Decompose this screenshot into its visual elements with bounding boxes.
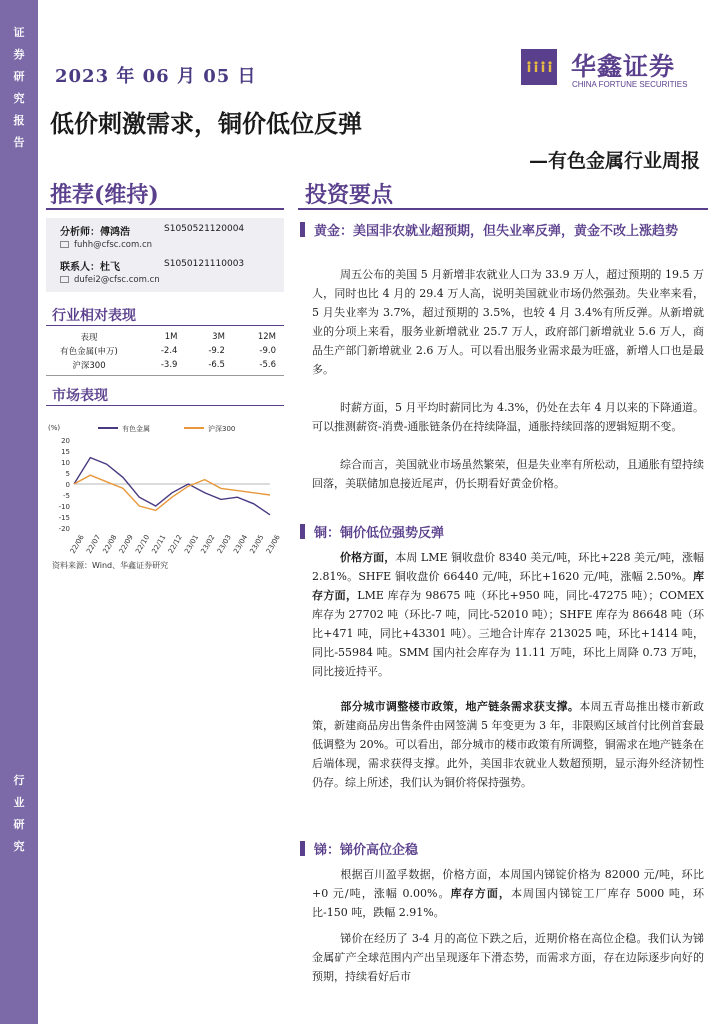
divider bbox=[46, 208, 284, 210]
performance-table bbox=[46, 330, 278, 372]
table-header-cell: 1M bbox=[164, 332, 178, 342]
page-subtitle: —有色金属行业周报 bbox=[528, 150, 700, 172]
paragraph: 价格方面，本周 LME 铜收盘价 8340 美元/吨，环比+228 美元/吨，涨幅 2.81%。SHFE 铜收盘价 66440 元/吨，环比+1620 元/吨，涨幅 2.50%。库存方面，LME 库存为 98675 吨（环比+950 吨，同比-47275 吨）；COMEX 库存为 27702 吨（环比-7 吨，同比-52010 吨）；SHFE 库存为 86648 吨（环比+471 吨，同比+43301 吨）。三地合计库存 213025 吨，环比+1414 吨，同比-55984 吨。SMM 国内社会库存为 11.11 万吨，环比上周降 0.73 万吨，同比接近持平。 bbox=[312, 551, 705, 678]
table-cell: -2.4 bbox=[160, 346, 178, 356]
x-tick-label: 23/01 bbox=[183, 533, 201, 555]
table-cell: 有色金属(申万) bbox=[60, 347, 118, 357]
y-tick-label: -5 bbox=[63, 492, 70, 500]
x-tick-label: 22/11 bbox=[150, 533, 168, 555]
sidebar-char: 究 bbox=[13, 92, 25, 105]
market-title: 市场表现 bbox=[52, 388, 108, 404]
y-tick-label: -20 bbox=[58, 525, 70, 533]
table-header-cell: 12M bbox=[257, 332, 276, 342]
y-tick-label: 10 bbox=[61, 459, 70, 467]
mail-icon bbox=[60, 276, 69, 283]
x-tick-label: 23/06 bbox=[264, 533, 282, 555]
sidebar-char: 告 bbox=[13, 136, 25, 149]
legend-label: 有色金属 bbox=[122, 425, 150, 433]
divider bbox=[46, 375, 284, 376]
rating-label: 推荐(维持) bbox=[50, 182, 159, 208]
y-tick-label: 0 bbox=[65, 481, 70, 489]
analyst-info-box bbox=[46, 218, 284, 292]
table-cell: -5.6 bbox=[259, 360, 276, 370]
table-header-row bbox=[46, 330, 278, 344]
section-head-gold: 黄金：美国非农就业超预期，但失业率反弹，黄金不改上涨趋势 bbox=[300, 222, 704, 241]
paragraph: 根据百川盈孚数据，价格方面，本周国内锑锭价格为 82000 元/吨，环比+0 元/吨，涨幅 0.00%。库存方面，本周国内锑锭工厂库存 5000 吨，环比-150 吨，跌幅 2.91%。 bbox=[312, 868, 705, 919]
paragraph: 部分城市调整楼市政策，地产链条需求获支撑。本周五青岛推出楼市新政策，新建商品房出售条件由网签满 5 年变更为 3 年，非限购区域首付比例首套最低调整为 20%。可以看出，部分城市的楼市政策有所调整，铜需求在地产链条在后端体现，需求获得支撑。此外，美国非农就业人数超预期，显示海外经济韧性仍存。综上所述，我们认为铜价将保持强势。 bbox=[312, 700, 704, 789]
table-row bbox=[46, 358, 278, 372]
x-tick-label: 22/07 bbox=[85, 533, 103, 555]
series-line bbox=[74, 458, 270, 515]
paragraph: 周五公布的美国 5 月新增非农就业人口为 33.9 万人，超过预期的 19.5 万人，同时也比 4 月的 29.4 万人高，说明美国就业市场仍然强劲。失业率来看，5 月失业率为 3.7%，超过预期的 3.5%，也较 4 月 3.4%有所反弹。从新增就业的分项上来看，服务业新增就业 25.7 万人，政府部门新增就业 5.6 万人，商品生产部门新增就业 2.6 万人。可以看出服务业需求最为旺盛，新增人口也是最多。 bbox=[312, 268, 704, 376]
logo-icon bbox=[521, 49, 557, 85]
x-tick-label: 23/03 bbox=[215, 533, 233, 555]
x-tick-label: 22/08 bbox=[101, 533, 119, 555]
divider bbox=[298, 208, 708, 210]
x-tick-label: 23/04 bbox=[232, 533, 250, 555]
analyst-email[interactable]: fuhh@cfsc.com.cn bbox=[60, 240, 152, 250]
table-cell: -9.2 bbox=[208, 346, 225, 356]
sidebar-label-report bbox=[0, 22, 38, 154]
sidebar-label-industry bbox=[0, 770, 38, 858]
table-cell: 沪深300 bbox=[72, 361, 106, 371]
sidebar-char: 行 bbox=[13, 774, 25, 787]
divider bbox=[46, 325, 284, 326]
y-tick-label: 5 bbox=[65, 470, 70, 478]
performance-title: 行业相对表现 bbox=[52, 308, 136, 324]
section-bar-icon bbox=[300, 524, 305, 539]
x-tick-label: 22/06 bbox=[68, 533, 86, 555]
logo-text-en: CHINA FORTUNE SECURITIES bbox=[572, 80, 688, 89]
divider bbox=[46, 405, 284, 406]
sidebar-char: 究 bbox=[13, 840, 25, 853]
chart-source: 资料来源：Wind、华鑫证券研究 bbox=[52, 561, 169, 570]
paragraph: 时薪方面，5 月平均时薪同比为 4.3%，仍处在去年 4 月以来的下降通道。可以推测薪资-消费-通胀链条仍在持续降温，通胀持续回落的逻辑短期不变。 bbox=[312, 401, 704, 433]
page-title: 低价刺激需求，铜价低位反弹 bbox=[50, 109, 362, 138]
investment-points-title: 投资要点 bbox=[305, 182, 394, 208]
section-head-copper: 铜：铜价低位强势反弹 bbox=[300, 524, 704, 543]
x-tick-label: 23/05 bbox=[248, 533, 266, 555]
x-tick-label: 23/02 bbox=[199, 533, 217, 555]
y-tick-label: 15 bbox=[61, 448, 70, 456]
analyst-name: 分析师：傅鸿浩 bbox=[60, 227, 130, 238]
sidebar-char: 报 bbox=[13, 114, 25, 127]
mail-icon bbox=[60, 241, 69, 248]
logo-figures-icon bbox=[525, 61, 553, 73]
market-chart-svg bbox=[46, 418, 284, 560]
legend-label: 沪深300 bbox=[208, 425, 236, 433]
section-head-antimony: 锑：锑价高位企稳 bbox=[300, 841, 704, 860]
sidebar-char: 研 bbox=[13, 70, 25, 83]
report-date: 2023 年 06 月 05 日 bbox=[55, 66, 257, 87]
contact-email[interactable]: dufei2@cfsc.com.cn bbox=[60, 275, 160, 285]
analyst-code: S1050521120004 bbox=[164, 224, 245, 234]
x-tick-label: 22/09 bbox=[117, 533, 135, 555]
paragraph: 综合而言，美国就业市场虽然繁荣，但是失业率有所松动，且通胀有望持续回落，美联储加息接近尾声，仍长期看好黄金价格。 bbox=[312, 458, 704, 490]
sidebar-char: 研 bbox=[13, 818, 25, 831]
table-cell: -6.5 bbox=[208, 360, 225, 370]
table-header-cell: 表现 bbox=[80, 333, 98, 343]
x-tick-label: 22/10 bbox=[134, 533, 152, 555]
y-tick-label: 20 bbox=[61, 437, 70, 445]
table-cell: -3.9 bbox=[160, 360, 178, 370]
y-tick-label: -10 bbox=[58, 503, 70, 511]
market-chart bbox=[46, 418, 284, 576]
x-tick-label: 22/12 bbox=[166, 533, 184, 555]
table-header-cell: 3M bbox=[212, 332, 225, 342]
sidebar-char: 券 bbox=[13, 48, 25, 61]
y-unit-label: (%) bbox=[48, 424, 61, 432]
paragraph: 锑价在经历了 3-4 月的高位下跌之后，近期价格在高位企稳。我们认为锑金属矿产全球范围内产出呈现逐年下滑态势，而需求方面，存在边际逐步向好的预期，持续看好后市 bbox=[312, 932, 704, 983]
y-tick-label: -15 bbox=[58, 514, 70, 522]
section-bar-icon bbox=[300, 841, 305, 856]
sidebar-char: 证 bbox=[13, 26, 25, 39]
contact-name: 联系人：杜飞 bbox=[60, 262, 120, 273]
logo-text-cn: 华鑫证券 bbox=[571, 52, 676, 81]
logo-mark-icon bbox=[525, 61, 553, 71]
contact-code: S1050121110003 bbox=[164, 259, 245, 269]
table-cell: -9.0 bbox=[259, 346, 276, 356]
sidebar-char: 业 bbox=[13, 796, 25, 809]
table-row bbox=[46, 344, 278, 358]
section-bar-icon bbox=[300, 222, 305, 237]
